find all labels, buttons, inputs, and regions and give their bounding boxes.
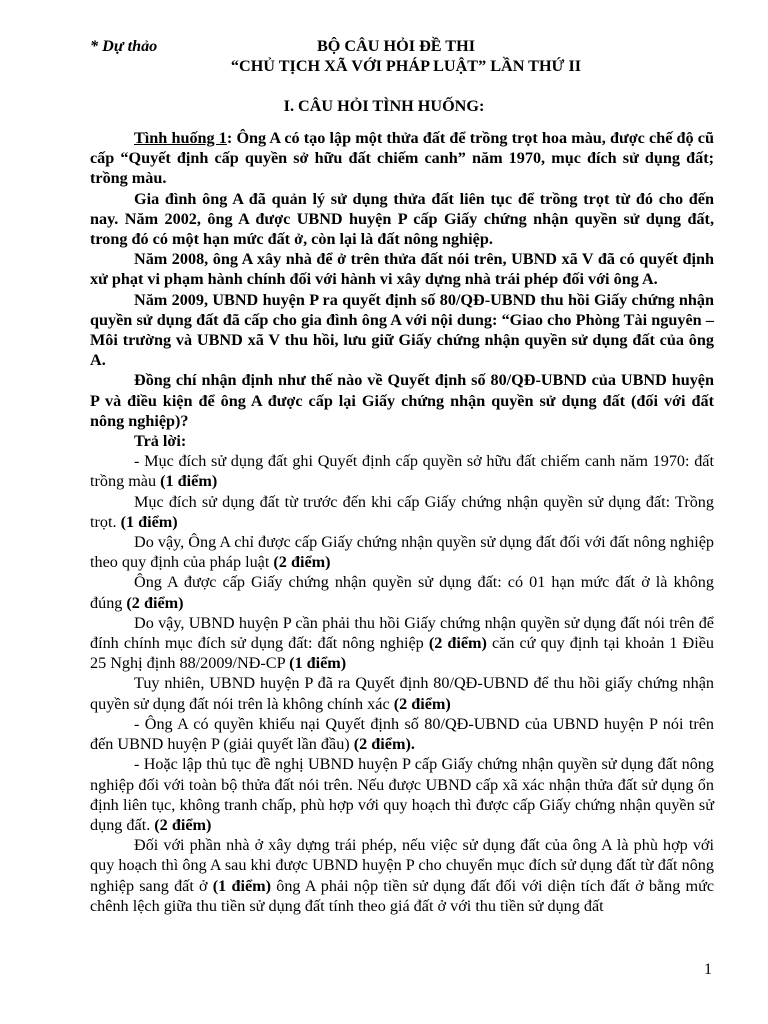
answer-paragraph-8 [90, 754, 714, 835]
score-label: (2 điểm) [154, 815, 212, 834]
document-title-line2: “CHỦ TỊCH XÃ VỚI PHÁP LUẬT” LẦN THỨ II [230, 57, 582, 75]
score-label: (1 điểm) [289, 654, 347, 673]
case-paragraph-3: Năm 2008, ông A xây nhà để ở trên thửa đất nói trên, UBND xã V đã có quyết định xử phạt vi phạm hành chính đối với hành vi xây dựng nhà trái phép đối với ông A. [90, 250, 714, 289]
score-label: (2 điểm). [353, 735, 415, 754]
answer-paragraph-9 [90, 835, 714, 916]
document-body [90, 128, 714, 916]
case-question: Đồng chí nhận định như thế nào về Quyết định số 80/QĐ-UBND của UBND huyện P và điều kiện để ông A được cấp lại Giấy chứng nhận quyền sử dụng đất (đối với đất nông nghiệp)? [90, 371, 714, 430]
answer-paragraph-6 [90, 673, 714, 713]
answer-text: Do vậy, UBND huyện P cần phải thu hồi Giấy chứng nhận quyền sử dụng đất nói trên để đính chính mục đích sử dụng đất: đất nông nghiệp [90, 613, 714, 653]
score-label: (2 điểm) [428, 634, 487, 653]
answer-text: - Hoặc lập thủ tục đề nghị UBND huyện P cấp Giấy chứng nhận quyền sử dụng đất nông nghiệp đối với toàn bộ thửa đất nói trên. Nếu được UBND cấp xã xác nhận thửa đất sử dụng ổn định liên tục, không tranh chấp, phù hợp với quy hoạch thì được cấp Giấy chứng nhận quyền sử dụng đất. [90, 755, 714, 834]
answer-text: Đối với phần nhà ở xây dựng trái phép, nếu việc sử dụng đất của ông A là phù hợp với quy hoạch thì ông A sau khi được UBND huyện P cho chuyển mục đích sử dụng đất từ đất nông nghiệp sang đất ở [90, 836, 714, 895]
answer-paragraph-2 [90, 492, 714, 532]
document-title-line1: BỘ CÂU HỎI ĐỀ THI [316, 37, 475, 55]
score-label: (1 điểm) [120, 512, 178, 531]
answer-text: - Ông A có quyền khiếu nại Quyết định số 80/QĐ-UBND của UBND huyện P nói trên đến UBND huyện P (giải quyết lần đầu) [90, 714, 714, 754]
score-label: (2 điểm) [273, 553, 331, 572]
answer-paragraph-7 [90, 714, 714, 754]
case-label: Tình huống 1 [134, 129, 227, 147]
case-paragraph-1-text: : Ông A có tạo lập một thửa đất để trồng trọt hoa màu, được chế độ cũ cấp “Quyết định cấp quyền sở hữu đất chiếm canh” năm 1970, mục đích sử dụng đất; trồng màu. [90, 129, 714, 188]
answer-text: Do vậy, Ông A chỉ được cấp Giấy chứng nhận quyền sử dụng đất đối với đất nông nghiệp theo quy định của pháp luật [90, 533, 714, 572]
score-label: (2 điểm) [126, 593, 184, 612]
case-paragraph-2: Gia đình ông A đã quản lý sử dụng thửa đất liên tục để trồng trọt từ đó cho đến nay. Năm 2002, ông A được UBND huyện P cấp Giấy chứng nhận quyền sử dụng đất, trong đó có một hạn mức đất ở, còn lại là đất nông nghiệp. [90, 189, 714, 249]
answer-text: - Mục đích sử dụng đất ghi Quyết định cấp quyền sở hữu đất chiếm canh năm 1970: đất trồng màu [90, 452, 714, 491]
answer-paragraph-1 [90, 451, 714, 491]
page-number: 1 [704, 961, 712, 978]
answer-text: Ông A được cấp Giấy chứng nhận quyền sử dụng đất: có 01 hạn mức đất ở là không đúng [90, 573, 714, 612]
score-label: (1 điểm) [160, 472, 218, 491]
answer-text: căn cứ quy định tại khoản 1 Điều 25 Nghị định 88/2009/NĐ-CP [90, 634, 715, 673]
answer-label: Trả lời: [134, 432, 187, 451]
case-paragraph-1 [90, 128, 714, 189]
answer-paragraph-4 [90, 572, 714, 612]
answer-text: Tuy nhiên, UBND huyện P đã ra Quyết định 80/QĐ-UBND để thu hồi giấy chứng nhận quyền sử dụng đất nói trên là không chính xác [90, 674, 714, 713]
answer-text: Mục đích sử dụng đất từ trước đến khi cấp Giấy chứng nhận quyền sử dụng đất: Trồng trọt. [90, 492, 714, 531]
score-label: (2 điểm) [393, 694, 451, 713]
answer-paragraph-5 [90, 613, 714, 674]
answer-text: ông A phải nộp tiền sử dụng đất đối với diện tích đất ở bằng mức chênh lệch giữa thu tiền sử dụng đất tính theo giá đất ở với thu tiền sử dụng đất [90, 876, 715, 915]
case-paragraph-4: Năm 2009, UBND huyện P ra quyết định số 80/QĐ-UBND thu hồi Giấy chứng nhận quyền sử dụng đất đã cấp cho gia đình ông A với nội dung: “Giao cho Phòng Tài nguyên –Môi trường và UBND xã V thu hồi, lưu giữ Giấy chứng nhận quyền sử dụng đất của ông A. [90, 290, 714, 370]
section-heading: I. CÂU HỎI TÌNH HUỐNG: [283, 97, 485, 115]
score-label: (1 điểm) [212, 876, 272, 895]
answer-paragraph-3 [90, 532, 714, 572]
draft-label: * Dự thảo [90, 37, 158, 55]
